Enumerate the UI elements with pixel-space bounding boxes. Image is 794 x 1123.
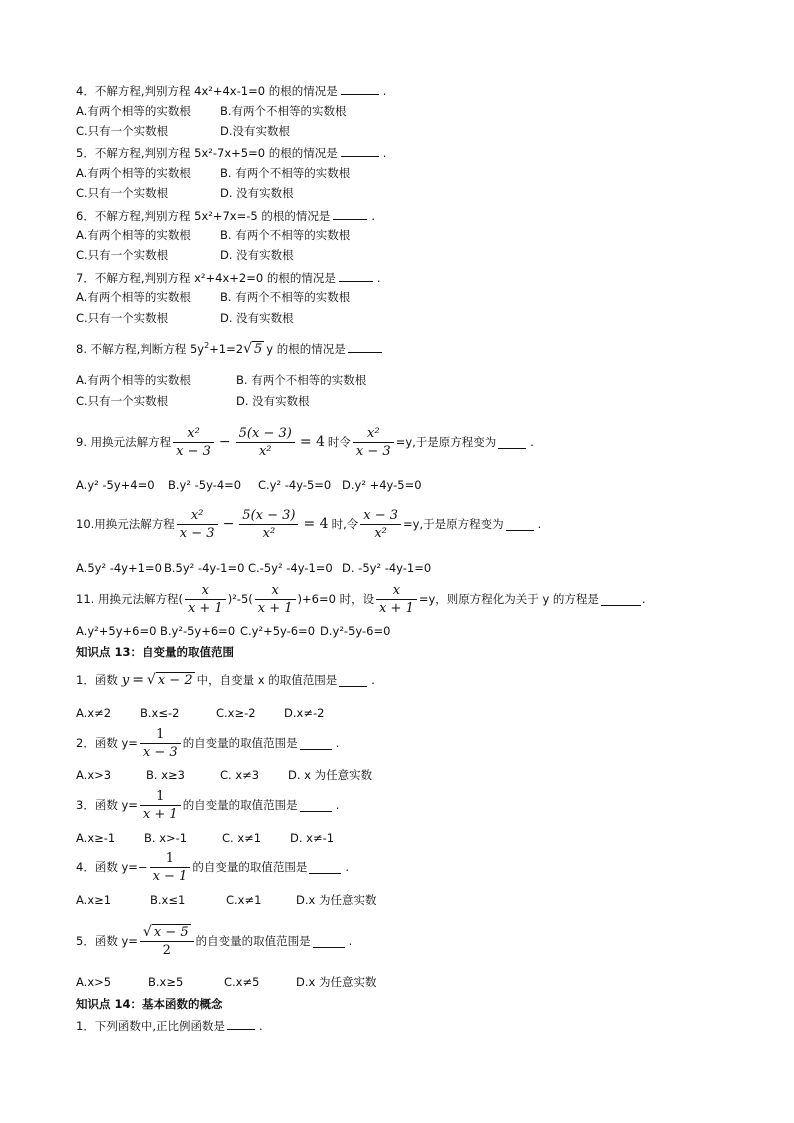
- option-b: B. 有两个不相等的实数根: [220, 166, 351, 180]
- option-b: B.y²-5y+6=0: [160, 624, 236, 638]
- option-d: D. x 为任意实数: [288, 768, 373, 782]
- fraction: $\frac{x - 3}{\text{x²}}$: [360, 507, 401, 542]
- option-b: B.x≥5: [148, 975, 184, 989]
- question-11: 11. 用换元法解方程( $\frac{x}{x + 1}$ )²-5( $\frac{x}{x + 1}$ )+6=0 时，设 $\frac{x}{x + 1}$ =y，则原方程化为关于 y 的方程是 .: [76, 582, 646, 616]
- option-d: D.x 为任意实数: [296, 975, 377, 989]
- option-d: D.y² +4y-5=0: [342, 478, 422, 492]
- s13-question-3: 3．函数 y= $\frac{1}{x + 1}$ 的自变量的取值范围是 .: [76, 788, 340, 822]
- option-b: B. 有两个不相等的实数根: [220, 290, 351, 304]
- question-7: 7．不解方程,判别方程 x²+4x+2=0 的根的情况是 .: [76, 271, 381, 285]
- option-a: A.5y² -4y+1=0: [76, 561, 162, 575]
- option-d: D. -5y² -4y-1=0: [342, 561, 432, 575]
- option-b: B. x>-1: [144, 831, 188, 845]
- fraction: $\frac{x}{x + 1}$: [255, 582, 296, 617]
- fraction: $\frac{\text{x²}}{x - 3}$: [353, 425, 394, 460]
- option-c: C. x≠1: [222, 831, 262, 845]
- option-c: C.y²+5y-6=0: [240, 624, 316, 638]
- option-d: D. 没有实数根: [220, 311, 294, 325]
- fraction: $\frac{x}{x + 1}$: [376, 582, 417, 617]
- question-5: 5．不解方程,判别方程 5x²-7x+5=0 的根的情况是 .: [76, 146, 387, 160]
- option-a: A.有两个相等的实数根: [76, 290, 191, 304]
- option-c: C. x≠3: [220, 768, 260, 782]
- section-heading-13: 知识点 13：自变量的取值范围: [76, 645, 235, 659]
- option-a: A.有两个相等的实数根: [76, 228, 191, 242]
- option-a: A.x>3: [76, 768, 112, 782]
- option-c: C.只有一个实数根: [76, 124, 169, 138]
- answer-blank: [300, 737, 332, 750]
- option-c: C.只有一个实数根: [76, 248, 169, 262]
- option-d: D.没有实数根: [220, 124, 291, 138]
- option-b: B.有两个不相等的实数根: [220, 104, 347, 118]
- s14-question-1: 1．下列函数中,正比例函数是 .: [76, 1019, 263, 1033]
- option-d: D. 没有实数根: [220, 186, 294, 200]
- answer-blank: [313, 935, 345, 948]
- fraction: $\frac{1}{x - 3}$: [140, 726, 181, 761]
- option-c: C.只有一个实数根: [76, 311, 169, 325]
- answer-blank: [506, 518, 534, 531]
- option-b: B.y² -5y-4=0: [168, 478, 242, 492]
- option-d: D.x≠-2: [284, 706, 325, 720]
- option-a: A.有两个相等的实数根: [76, 166, 191, 180]
- answer-blank: [601, 593, 641, 606]
- option-a: A.x≥-1: [76, 831, 116, 845]
- s13-question-5: 5．函数 y= $\frac{√ x - 5}{2}$ 的自变量的取值范围是 .: [76, 923, 353, 958]
- sqrt-expression: √ 5: [243, 341, 263, 357]
- option-a: A.有两个相等的实数根: [76, 104, 191, 118]
- question-6: 6．不解方程,判别方程 5x²+7x=-5 的根的情况是 .: [76, 209, 376, 223]
- option-b: B. 有两个不相等的实数根: [236, 373, 367, 387]
- option-c: C.只有一个实数根: [76, 186, 169, 200]
- answer-blank: [341, 82, 379, 95]
- fraction: $\frac{√ x - 5}{2}$: [140, 924, 194, 959]
- fraction: $\frac{x}{x + 1}$: [185, 582, 226, 617]
- answer-blank: [339, 674, 367, 687]
- fraction: $\frac{1}{x + 1}$: [140, 788, 181, 823]
- option-d: D.y²-5y-6=0: [320, 624, 391, 638]
- question-4: 4．不解方程,判别方程 4x²+4x-1=0 的根的情况是 .: [76, 84, 387, 98]
- s13-question-2: 2．函数 y= $\frac{1}{x - 3}$ 的自变量的取值范围是 .: [76, 726, 340, 760]
- option-a: A.x≥1: [76, 893, 112, 907]
- option-d: D. 没有实数根: [220, 248, 294, 262]
- answer-blank: [341, 144, 379, 157]
- fraction: $\frac{\text{x²}}{x - 3}$: [177, 507, 218, 542]
- option-c: C.-5y² -4y-1=0: [248, 561, 333, 575]
- option-c: C.x≠5: [224, 975, 260, 989]
- answer-blank: [300, 799, 332, 812]
- question-10: 10.用换元法解方程 $\frac{\text{x²}}{x - 3}$ − $\frac{5(x - 3)}{\text{x²}}$ = 4 时,令 $\frac{x - 3}{\text{x²}}$ =y,于是原方程变为 .: [76, 507, 542, 541]
- question-9: 9. 用换元法解方程 $\frac{\text{x²}}{x - 3}$ − $\frac{5(x - 3)}{\text{x²}}$ = 4 时令 $\frac{\text{x²}}{x - 3}$ =y,于是原方程变为 .: [76, 425, 534, 459]
- answer-blank: [227, 1017, 255, 1030]
- answer-blank: [348, 340, 382, 353]
- answer-blank: [339, 269, 373, 282]
- fraction: $\frac{1}{x - 1}$: [150, 850, 191, 885]
- fraction: $\frac{\text{x²}}{x - 3}$: [173, 425, 214, 460]
- section-heading-14: 知识点 14：基本函数的概念: [76, 997, 223, 1011]
- option-b: B. 有两个不相等的实数根: [220, 228, 351, 242]
- answer-blank: [498, 436, 526, 449]
- fraction: $\frac{5(x - 3)}{\text{x²}}$: [239, 507, 298, 542]
- option-c: C.x≥-2: [216, 706, 256, 720]
- option-c: C.x≠1: [226, 893, 262, 907]
- option-c: C.y² -4y-5=0: [258, 478, 332, 492]
- option-b: B. x≥3: [146, 768, 185, 782]
- option-a: A.x>5: [76, 975, 112, 989]
- option-b: B.5y² -4y-1=0: [164, 561, 245, 575]
- option-a: A.y²+5y+6=0: [76, 624, 157, 638]
- option-a: A.有两个相等的实数根: [76, 373, 191, 387]
- answer-blank: [309, 861, 341, 874]
- answer-blank: [333, 207, 367, 220]
- option-d: D. x≠-1: [290, 831, 335, 845]
- option-b: B.x≤-2: [140, 706, 180, 720]
- option-c: C.只有一个实数根: [76, 394, 169, 408]
- question-8: 8. 不解方程,判断方程 $5y^2+1=2√$ 5 y 的根的情况是: [76, 340, 382, 358]
- option-d: D. 没有实数根: [236, 394, 310, 408]
- fraction: $\frac{5(x - 3)}{\text{x²}}$: [236, 425, 295, 460]
- option-b: B.x≤1: [150, 893, 186, 907]
- s13-question-4: 4．函数 y=− $\frac{1}{x - 1}$ 的自变量的取值范围是 .: [76, 850, 349, 884]
- option-a: A.y² -5y+4=0: [76, 478, 155, 492]
- option-d: D.x 为任意实数: [296, 893, 377, 907]
- s13-question-1: 1．函数 y = √ x − 2 中，自变量 x 的取值范围是 .: [76, 672, 375, 688]
- sqrt-expression: √ x − 2: [146, 672, 193, 688]
- option-a: A.x≠2: [76, 706, 112, 720]
